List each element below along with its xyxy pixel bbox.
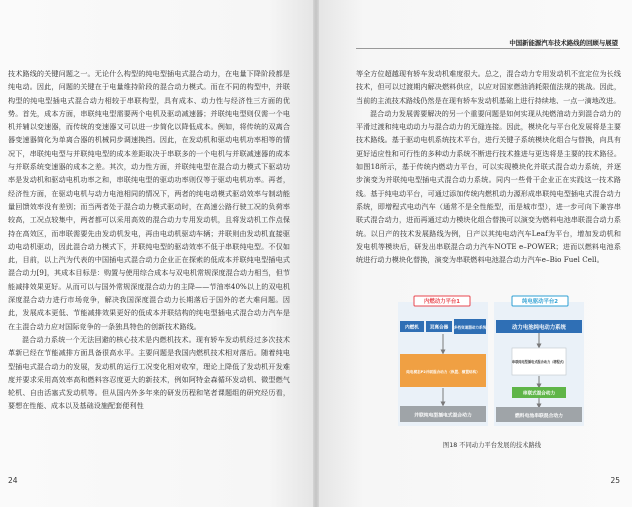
page-number-left: 24 <box>8 476 18 485</box>
right-body-text <box>356 67 621 266</box>
battery-ev-system-label: 动力电池纯电动力系统 <box>512 325 566 331</box>
page-number-right: 25 <box>610 476 620 485</box>
left-body-text <box>8 67 290 413</box>
engine-module-label: 内燃机 <box>405 325 419 331</box>
figure-diagram <box>396 296 586 428</box>
left-paragraph-2: 混合动力系统一个无法回避的核心技术是内燃机技术。现有轿车发动机经过多次技术革新已经在节能减排方面具备很高水平。主要问题是我国内燃机技术相对落后。随着纯电型插电式混合动力的发展，发动机的运行工况变化相对收窄，理论上降低了发动机开发难度并要求采用高效率高和燃料容忍度更大的新技术，例如阿特金森循环发动机、微型燃气轮机、自由活塞式发动机等。但从国内外多年来的研发历程和笔者课题组的研究经历看，要想在性能、成本以及基础设施配套便利性 <box>8 334 290 411</box>
right-page <box>316 0 632 507</box>
right-paragraph-1: 等全方位超越现有轿车发动机难度很大。总之，混合动力专用发动机不宜定位为长线技术，但可以过渡期内解决燃料供应，以应对国家燃油消耗限值法规的挑战。因此，当前的主流技术路线仍然是在现有轿车发动机基础上进行持续地、一点一滴地改进。 <box>356 69 621 105</box>
fuel-cell-series-label: 燃料电池串联混合动力 <box>515 414 563 419</box>
book-gutter <box>313 0 319 507</box>
figure-caption: 图18 不同动力平台发展的技术路线 <box>442 442 542 449</box>
clutch-module-label: 双离合器 <box>429 325 449 331</box>
header-rule <box>356 48 620 49</box>
series-phev-label: 串联纯电型插电式混合动力（增程式） <box>511 360 567 364</box>
left-platform-title: 内燃动力平台1 <box>423 299 461 305</box>
right-platform-title: 纯电驱动平台2 <box>521 299 559 305</box>
right-paragraph-2: 混合动力发展需要解决的另一个重要问题是如何实现从纯燃油动力到混合动力的平滑过渡和纯电动动力与混合动力的无缝连接。因此，模块化与平台化发展将是主要技术路线。基于驱动电机系统技术平台，进行关键子系统模块化组合与替换，向具有更好适应性和可行性的多种动力系统不断进行技术推进与更迭将是主要的技术路径。如图18所示，基于传统内燃动力平台，可以实现模块化并联式混合动力系统，并逐步演变为并联纯电型插电式混合动力系统。同内一些骨干企业正在实践这一技术路线。基于纯电动平台，可通过添加传统内燃机动力源形成串联纯电型插电式混合动力系统，即增程式电动汽车（通常不是全性能型，而是城市型），进一步可向下兼容串联式混合动力，进而再通过动力模块化组合替换可以演变为燃料电池串联混合动力系统。以日产的技术发展路线为例，日产以其纯电动汽车Leaf为平台，增加发动机和发电机等模块后，研发出串联混合动力汽车NOTE e–POWER；进而以燃料电池系统进行动力模块化替换，演变为串联燃料电池混合动力汽车e–Bio Fuel Cell。 <box>356 108 621 265</box>
technology-route-figure <box>396 296 586 428</box>
parallel-phev-label: 并联纯电型插电式混合动力 <box>414 413 472 419</box>
left-paragraph-1: 技术路线的关键问题之一。无论什么构型的纯电型插电式混合动力，在电量下降阶段都是纯电动。因此，问题的关键在于电量维持阶段的混合动力模式。而在不同的构型中，并联构型的纯电型插电式混合动力相较于串联构型，具有成本、动力性与经济性三方面的优势。首先，成本方面，串联纯电型需要两个电机及驱动减速器；并联纯电型则仅需一个电机并辅以变速器，而传统的变速器又可以进一步简化以降低成本。例如，将传统的双离合器变速器简化为单离合器的机械同步调速换挡。因此，在发动机和驱动电机功率相等的情况下，串联纯电型与并联纯电型的成本差距取决于串联多的一个电机与并联减速器的成本与并联系统变速器的成本之差。其次，动力性方面，并联纯电型在混合动力模式下驱动功率是发动机和驱动电机功率之和，串联纯电型的驱动功率则仅等于驱动电机功率。再者，经济性方面，在驱动电机与动力电池相同的情况下，两者的纯电动模式驱动效率与制动能量回馈效率没有差别；而当两者处于混合动力模式驱动时，在高速公路行驶工况的负荷率较高，工况点较集中，两者都可以采用高效的混合动力专用发动机，且将发动机工作点保持在高效区，而串联需要先由发动机发电，再由电动机驱动车辆；并联则由发动机直接驱动电动机驱动，因此混合动力模式下，并联纯电型的驱动效率不低于串联纯电型。不仅如此，目前，以上汽为代表的中国插电式混合动力企业正在探索的低成本并联纯电型插电式混合动力[9]，其成本目标是：购置与使用综合成本与双电机常规深度混合动力相当，但节能减排效果更好。从而可以与国外常规深度混合动力的主降——节油率40%以上的双电机深度混合动力进行市场竞争，解决我国深度混合动力长期落后于国外的老大难问题。因此，发展成本更低、节能减排效果更好的低成本并联结构的纯电型插电式混合动力汽车是在主混合动力应对国际竞争的一条独具特色的创新技术路线。 <box>8 69 290 331</box>
running-head: 中国新能源汽车技术路线的回顾与展望 <box>509 39 618 47</box>
p2-parallel-hybrid-label: 纯电模态P2并联混合动力（纵置、横置结构） <box>406 370 480 374</box>
gearbox-module-label: 多档变速器动力系统 <box>453 325 487 330</box>
series-hybrid-label: 串联式混合动力 <box>522 391 556 397</box>
